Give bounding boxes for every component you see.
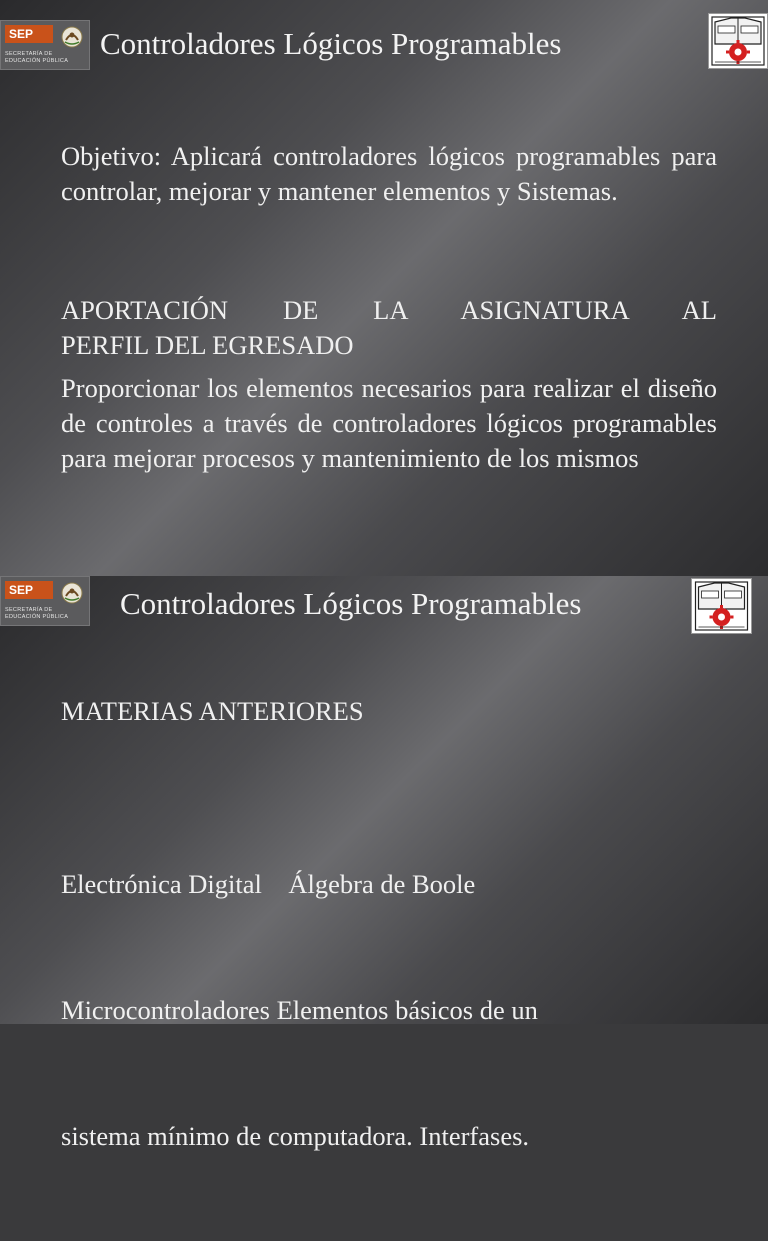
slide-title: Controladores Lógicos Programables xyxy=(100,26,562,61)
ciencia-tecnica-gear-emblem-icon xyxy=(692,579,751,633)
sep-badge: SEP xyxy=(5,25,53,43)
slide-2 xyxy=(0,576,768,1151)
sep-subtitle: SECRETARÍA DE EDUCACIÓN PÚBLICA xyxy=(5,51,69,64)
mexican-eagle-emblem-icon xyxy=(59,581,85,605)
prior-subjects-line: sistema mínimo de computadora. Interfases. xyxy=(61,1121,530,1151)
ciencia-tecnica-gear-emblem-icon xyxy=(709,14,767,68)
sep-logo xyxy=(0,576,90,626)
slide-title: Controladores Lógicos Programables xyxy=(120,586,582,621)
mexican-eagle-emblem-icon xyxy=(59,25,85,49)
slide-1 xyxy=(0,0,768,576)
school-logo xyxy=(691,578,752,634)
school-logo xyxy=(708,13,768,69)
sep-subtitle: SECRETARÍA DE EDUCACIÓN PÚBLICA xyxy=(5,607,69,620)
prior-subjects-line: Electrónica Digital Álgebra de Boole xyxy=(61,869,476,899)
contribution-heading: APORTACIÓN DE LA ASIGNATURA AL PERFIL DEL EGRESADO xyxy=(61,295,717,360)
prior-subjects-list xyxy=(61,779,717,1241)
sep-badge: SEP xyxy=(5,581,53,599)
contribution-text: Proporcionar los elementos necesarios para realizar el diseño de controles a través de controladores lógicos programables para mejorar procesos y mantenimiento de los mismos xyxy=(61,373,717,473)
objective-text: Objetivo: Aplicará controladores lógicos programables para controlar, mejorar y mantener elementos y Sistemas. xyxy=(61,141,717,206)
prior-subjects-line: Microcontroladores Elementos básicos de un xyxy=(61,995,538,1025)
prior-subjects-heading: MATERIAS ANTERIORES xyxy=(61,696,364,726)
sep-logo xyxy=(0,20,90,70)
